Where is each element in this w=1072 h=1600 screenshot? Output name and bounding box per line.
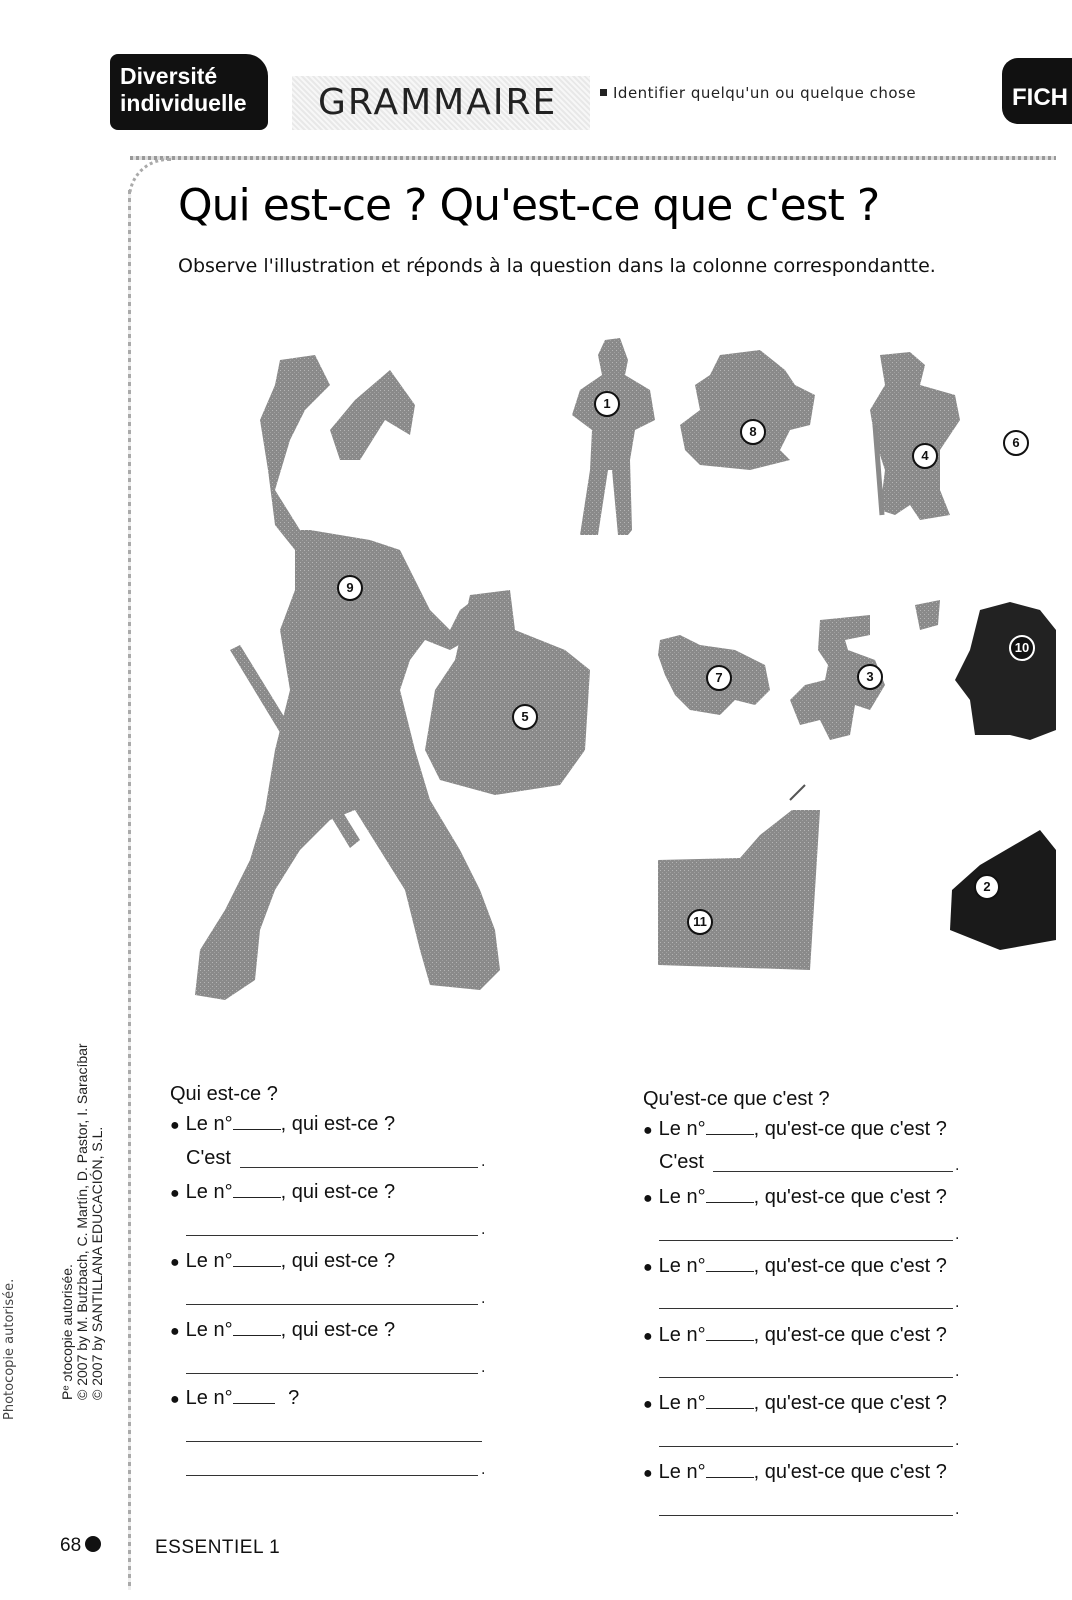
- left-answer-1-label: C'est: [186, 1147, 231, 1169]
- right-question-1: ● Le n° , qu'est-ce que c'est ?: [643, 1118, 947, 1140]
- number-marker: 4: [912, 443, 938, 469]
- answer-line[interactable]: [186, 1235, 478, 1236]
- credit-line2: © 2007 by M. Butzbach, C. Martín, D. Pastor, I. Saracíbar: [74, 1043, 90, 1400]
- copyright-credits: [60, 1043, 105, 1400]
- number-marker: 2: [974, 874, 1000, 900]
- silhouette-robot: [955, 602, 1056, 740]
- number-blank[interactable]: [233, 1266, 281, 1267]
- silhouette-phone: [950, 830, 1056, 950]
- objective-text: Identifier quelqu'un ou quelque chose: [613, 84, 917, 102]
- answer-line[interactable]: [659, 1377, 953, 1378]
- number-marker: 1: [594, 391, 620, 417]
- left-question-4: ● Le n° , qui est-ce ?: [170, 1319, 396, 1341]
- frame-left-border: [128, 190, 131, 1590]
- credit-line1: Pᵉ ɔtocopie autorisée.: [59, 1264, 75, 1400]
- number-blank[interactable]: [706, 1134, 754, 1135]
- number-blank[interactable]: [706, 1202, 754, 1203]
- answer-line[interactable]: [659, 1308, 953, 1309]
- book-title: ESSENTIEL 1: [155, 1537, 281, 1558]
- answer-line[interactable]: [186, 1475, 478, 1476]
- answer-line[interactable]: [659, 1240, 953, 1241]
- left-column-heading: Qui est-ce ?: [170, 1083, 278, 1105]
- answer-line[interactable]: [186, 1373, 478, 1374]
- answer-line[interactable]: [659, 1515, 953, 1516]
- answer-line[interactable]: [659, 1446, 953, 1447]
- edge-text: Photocopie autorisée.: [2, 1278, 17, 1420]
- header-divider: [130, 156, 1056, 160]
- right-question-5: ● Le n° , qu'est-ce que c'est ?: [643, 1392, 947, 1414]
- number-blank[interactable]: [706, 1340, 754, 1341]
- silhouette-hat: [915, 600, 940, 630]
- left-question-1: ● Le n° , qui est-ce ?: [170, 1113, 396, 1135]
- number-marker: 11: [687, 909, 713, 935]
- left-question-2: ● Le n° , qui est-ce ?: [170, 1181, 396, 1203]
- number-marker: 7: [706, 665, 732, 691]
- number-marker: 6: [1003, 430, 1029, 456]
- instruction: Observe l'illustration et réponds à la question dans la colonne correspondantte.: [178, 255, 936, 277]
- silhouette-man: [572, 338, 655, 535]
- bullet-icon: [85, 1536, 101, 1552]
- number-blank[interactable]: [706, 1271, 754, 1272]
- illustration: [180, 330, 1056, 1030]
- number-marker: 5: [512, 704, 538, 730]
- number-blank[interactable]: [706, 1477, 754, 1478]
- answer-line[interactable]: [186, 1304, 478, 1305]
- silhouette-bag: [425, 590, 590, 795]
- number-marker: 8: [740, 419, 766, 445]
- fiche-tab: FICH: [1002, 58, 1072, 124]
- right-question-6: ● Le n° , qu'est-ce que c'est ?: [643, 1461, 947, 1483]
- number-marker: 3: [857, 664, 883, 690]
- left-question-3: ● Le n° , qui est-ce ?: [170, 1250, 396, 1272]
- page-number: 68: [60, 1535, 101, 1557]
- objective: [600, 84, 916, 102]
- page-title: Qui est-ce ? Qu'est-ce que c'est ?: [178, 180, 880, 231]
- right-column-heading: Qu'est-ce que c'est ?: [643, 1088, 830, 1110]
- silhouette-book: [658, 810, 820, 970]
- number-blank[interactable]: [233, 1403, 275, 1404]
- silhouette-old-woman: [870, 352, 960, 520]
- answer-line[interactable]: [186, 1441, 482, 1442]
- square-bullet-icon: [600, 89, 607, 96]
- silhouettes-svg: [180, 330, 1056, 1030]
- right-question-3: ● Le n° , qu'est-ce que c'est ?: [643, 1255, 947, 1277]
- number-marker: 9: [337, 575, 363, 601]
- right-question-4: ● Le n° , qu'est-ce que c'est ?: [643, 1324, 947, 1346]
- badge-line1: Diversité: [120, 63, 218, 89]
- number-blank[interactable]: [233, 1129, 281, 1130]
- number-blank[interactable]: [233, 1335, 281, 1336]
- answer-line[interactable]: [240, 1167, 478, 1168]
- answer-line[interactable]: [713, 1171, 953, 1172]
- number-blank[interactable]: [706, 1408, 754, 1409]
- right-question-2: ● Le n° , qu'est-ce que c'est ?: [643, 1186, 947, 1208]
- right-answer-1-label: C'est: [659, 1151, 704, 1173]
- section-title: GRAMMAIRE: [292, 76, 590, 130]
- credit-line3: © 2007 by SANTILLANA EDUCACIÓN, S.L.: [89, 1126, 105, 1400]
- silhouette-baby: [680, 350, 815, 470]
- left-question-5: ● Le n° ?: [170, 1387, 300, 1409]
- number-blank[interactable]: [233, 1197, 281, 1198]
- section-badge: [110, 54, 268, 130]
- frame-corner: [128, 158, 171, 201]
- number-marker: 10: [1009, 635, 1035, 661]
- badge-line2: individuelle: [120, 90, 247, 116]
